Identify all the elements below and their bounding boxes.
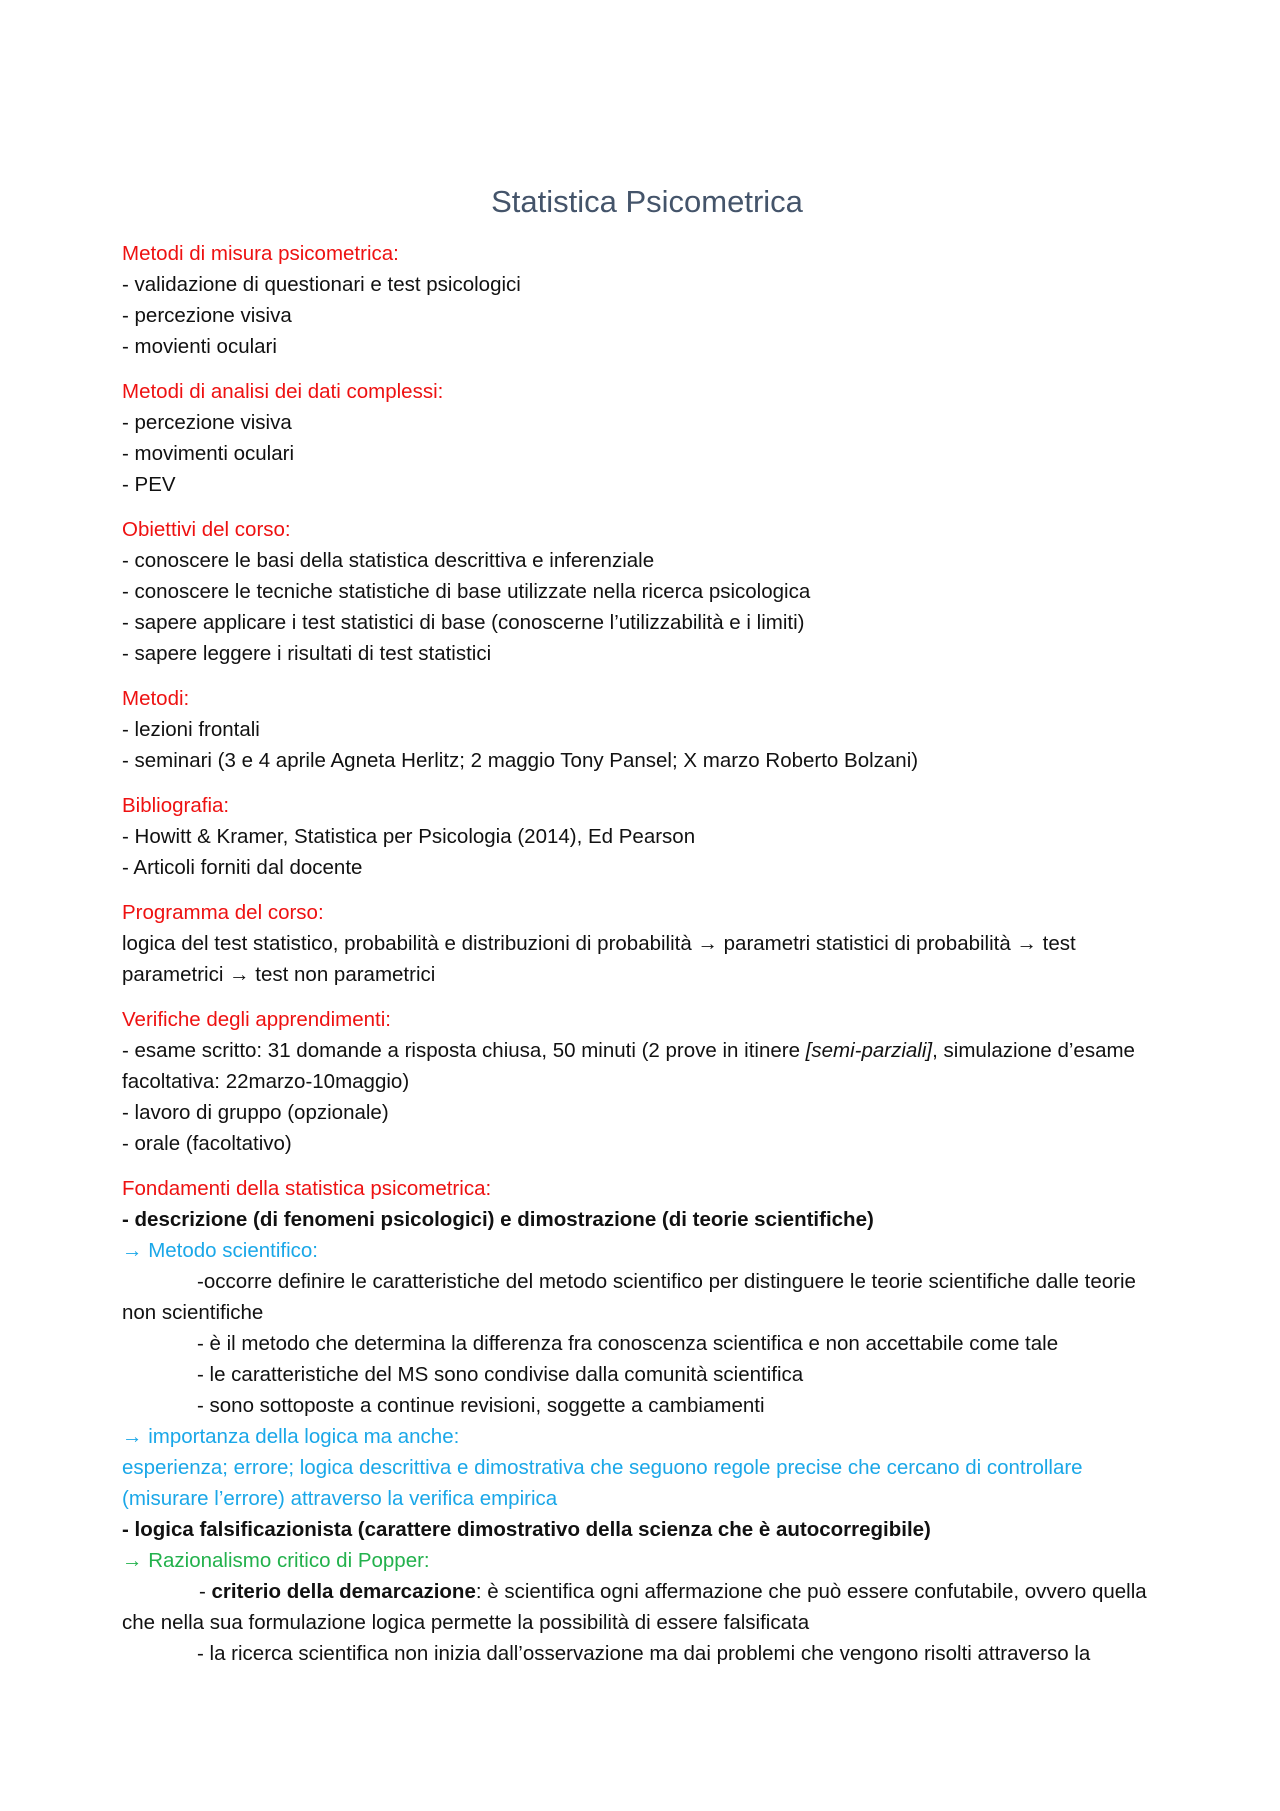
list-item: - lavoro di gruppo (opzionale) xyxy=(122,1101,389,1124)
list-item: - PEV xyxy=(122,473,176,496)
list-item: - validazione di questionari e test psicologici xyxy=(122,273,521,296)
paragraph xyxy=(122,1576,1172,1638)
section-heading: Fondamenti della statistica psicometrica: xyxy=(122,1177,492,1200)
section-verifiche xyxy=(122,1004,1172,1159)
arrow-heading: → Razionalismo critico di Popper: xyxy=(122,1549,430,1572)
list-item: - sono sottoposte a continue revisioni, soggette a cambiamenti xyxy=(197,1394,765,1417)
text-run: - xyxy=(199,1580,212,1603)
section-metodi xyxy=(122,683,1172,776)
list-item: - percezione visiva xyxy=(122,304,292,327)
list-item: - movimenti oculari xyxy=(122,442,295,465)
text-run: -occorre definire le caratteristiche del metodo scientifico per distinguere le teorie scientifiche dalle teorie non scientifiche xyxy=(122,1270,1136,1324)
page-title: Statistica Psicometrica xyxy=(491,184,803,219)
list-item: - lezioni frontali xyxy=(122,718,260,741)
section-bibliografia xyxy=(122,790,1172,883)
arrow-heading: → Metodo scientifico: xyxy=(122,1239,318,1262)
text-run: - esame scritto: 31 domande a risposta chiusa, 50 minuti (2 prove in itinere xyxy=(122,1039,806,1062)
section-fondamenti xyxy=(122,1173,1172,1669)
list-item: - la ricerca scientifica non inizia dall’osservazione ma dai problemi che vengono risolti attraverso la xyxy=(197,1642,1091,1665)
list-item: - sapere applicare i test statistici di base (conoscerne l’utilizzabilità e i limiti) xyxy=(122,611,805,634)
document-content xyxy=(122,180,1172,1669)
section-programma xyxy=(122,897,1172,990)
section-heading: Metodi: xyxy=(122,687,190,710)
bold-line: - logica falsificazionista (carattere dimostrativo della scienza che è autocorregibile) xyxy=(122,1518,931,1541)
list-item: - orale (facoltativo) xyxy=(122,1132,292,1155)
list-item xyxy=(122,1035,1172,1097)
section-obiettivi xyxy=(122,514,1172,669)
text-run: : è scientifica ogni affermazione che può essere confutabile, ovvero quella che nella sua formulazione logica permette la possibilità di essere falsificata xyxy=(122,1580,1147,1634)
section-heading: Obiettivi del corso: xyxy=(122,518,291,541)
list-item: - seminari (3 e 4 aprile Agneta Herlitz; 2 maggio Tony Pansel; X marzo Roberto Bolzani) xyxy=(122,749,919,772)
arrow-heading: → importanza della logica ma anche: xyxy=(122,1425,460,1448)
list-item: - conoscere le basi della statistica descrittiva e inferenziale xyxy=(122,549,655,572)
list-item: - è il metodo che determina la differenza fra conoscenza scientifica e non accettabile come tale xyxy=(197,1332,1059,1355)
paragraph: logica del test statistico, probabilità e distribuzioni di probabilità → parametri statistici di probabilità → test parametrici → test non parametrici xyxy=(122,932,1076,986)
section-heading: Metodi di misura psicometrica: xyxy=(122,242,399,265)
list-item: - le caratteristiche del MS sono condivise dalla comunità scientifica xyxy=(197,1363,804,1386)
paragraph xyxy=(122,1266,1172,1328)
bold-text: criterio della demarcazione xyxy=(211,1580,476,1603)
paragraph: esperienza; errore; logica descrittiva e dimostrativa che seguono regole precise che cercano di controllare (misurare l’errore) attraverso la verifica empirica xyxy=(122,1456,1083,1510)
list-item: - Articoli forniti dal docente xyxy=(122,856,363,879)
list-item: - percezione visiva xyxy=(122,411,292,434)
section-heading: Metodi di analisi dei dati complessi: xyxy=(122,380,444,403)
section-heading: Programma del corso: xyxy=(122,901,324,924)
section-misura xyxy=(122,238,1172,362)
list-item: - conoscere le tecniche statistiche di base utilizzate nella ricerca psicologica xyxy=(122,580,811,603)
list-item: - Howitt & Kramer, Statistica per Psicologia (2014), Ed Pearson xyxy=(122,825,696,848)
bold-line: - descrizione (di fenomeni psicologici) e dimostrazione (di teorie scientifiche) xyxy=(122,1208,874,1231)
section-heading: Bibliografia: xyxy=(122,794,230,817)
list-item: - movienti oculari xyxy=(122,335,277,358)
section-heading: Verifiche degli apprendimenti: xyxy=(122,1008,391,1031)
list-item: - sapere leggere i risultati di test statistici xyxy=(122,642,492,665)
section-analisi xyxy=(122,376,1172,500)
italic-text: [semi-parziali] xyxy=(805,1039,933,1062)
text-run: , simulazione d’esame facoltativa: 22marzo-10maggio) xyxy=(122,1039,1135,1093)
